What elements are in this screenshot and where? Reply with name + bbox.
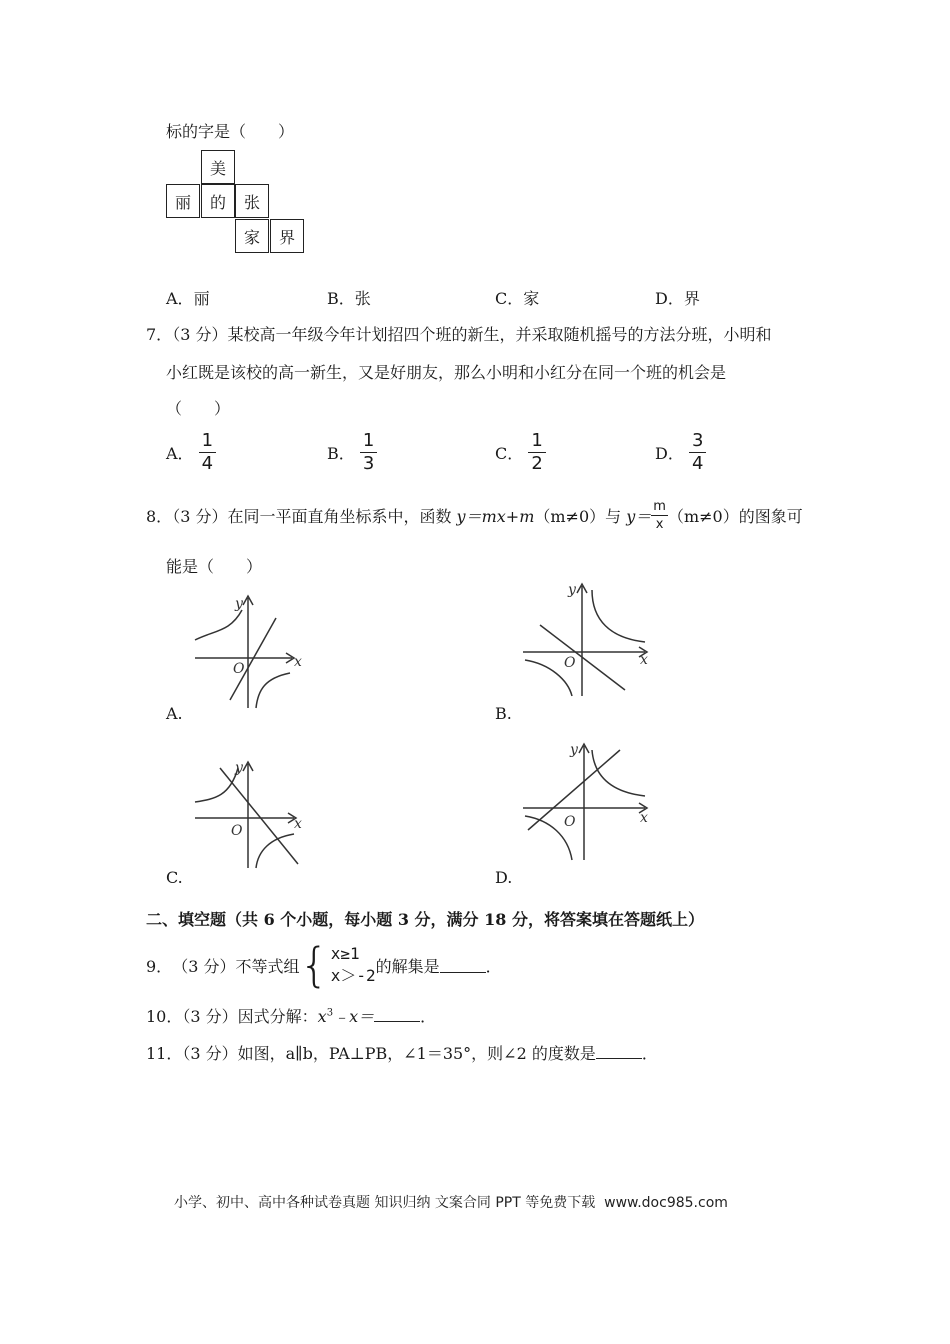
hyperbola-branch — [592, 590, 645, 642]
q8-line1: 8．（3 分）在同一平面直角坐标系中，函数 y＝mx+m（m≠0）与 y＝ $\frac{m}{x}$ （m≠0）的图象可 — [146, 499, 803, 532]
svg-text:y: y — [570, 742, 578, 758]
graph-c-label: C. — [166, 868, 183, 887]
footer-url[interactable]: www.doc985.com — [604, 1195, 728, 1211]
q6-option-a: A．丽 — [166, 289, 210, 308]
q6-option-d: D．界 — [655, 289, 700, 308]
hyperbola-branch — [592, 750, 645, 796]
svg-text:y: y — [568, 582, 576, 598]
graph-a-label: A. — [166, 704, 183, 723]
answer-blank — [374, 1007, 420, 1022]
net-cell-jia: 家 — [235, 219, 269, 253]
fraction: $\frac{1}{4}$ — [199, 432, 216, 473]
line-graph — [230, 618, 276, 700]
svg-text:O: O — [231, 823, 243, 839]
q6-stem-tail: 标的字是（ ） — [166, 122, 295, 141]
line-graph — [220, 768, 298, 864]
q10: 10．（3 分）因式分解：$x^3﹣x=$ ． — [146, 1007, 437, 1026]
graph-b-label: B. — [495, 704, 512, 723]
q6-option-b: B．张 — [327, 289, 371, 308]
fraction: $\frac{3}{4}$ — [689, 432, 706, 473]
hyperbola-branch — [195, 610, 242, 640]
fraction: $\frac{1}{3}$ — [360, 432, 377, 473]
fraction: $\frac{m}{x}$ — [653, 499, 666, 532]
net-cell-li: 丽 — [166, 184, 200, 218]
hyperbola-branch — [256, 673, 290, 708]
svg-text:O: O — [564, 814, 576, 830]
footer: 小学、初中、高中各种试卷真题 知识归纳 文案合同 PPT 等免费下载 www.doc985.com — [174, 1195, 728, 1211]
hyperbola-branch — [195, 768, 238, 802]
section-heading: 二、填空题（共 6 个小题，每小题 3 分，满分 18 分，将答案填在答题纸上） — [146, 910, 704, 929]
graph-c — [190, 756, 310, 876]
svg-text:x: x — [640, 810, 648, 826]
q8-line2: 能是（ ） — [166, 557, 263, 576]
svg-text:x: x — [640, 652, 648, 668]
answer-blank — [440, 958, 486, 973]
q7-option-c: C． $\frac{1}{2}$ — [495, 432, 546, 473]
q6-option-c: C．家 — [495, 289, 540, 308]
svg-text:x: x — [294, 816, 302, 832]
svg-text:x: x — [294, 654, 302, 670]
q11: 11．（3 分）如图，a∥b，PA⊥PB，∠1＝35°，则∠2 的度数是 ． — [146, 1044, 658, 1063]
q7-option-b: B． $\frac{1}{3}$ — [327, 432, 377, 473]
answer-blank — [596, 1044, 642, 1059]
q7-option-d: D． $\frac{3}{4}$ — [655, 432, 706, 473]
inequality-system: { x≥1 x＞-2 — [299, 938, 376, 992]
graph-d — [520, 740, 660, 864]
q7-option-a: A． $\frac{1}{4}$ — [166, 432, 216, 473]
q7-line1: 7．（3 分）某校高一年级今年计划招四个班的新生，并采取随机摇号的方法分班，小明和 — [146, 325, 772, 344]
net-cell-zhang: 张 — [235, 184, 269, 218]
graph-a — [190, 590, 310, 712]
net-cell-jie: 界 — [270, 219, 304, 253]
q7-line2: 小红既是该校的高一新生，又是好朋友，那么小明和小红分在同一个班的机会是 — [166, 363, 727, 382]
svg-text:y: y — [235, 760, 243, 776]
graph-b — [520, 580, 660, 700]
fraction: $\frac{1}{2}$ — [528, 432, 545, 473]
svg-text:O: O — [564, 655, 576, 671]
net-cell-mei: 美 — [201, 150, 235, 184]
svg-text:y: y — [235, 596, 243, 612]
net-cell-de: 的 — [201, 184, 235, 218]
svg-text:O: O — [233, 661, 245, 677]
q9: 9． （3 分）不等式组 { x≥1 x＞-2 的解集是 ． — [146, 938, 502, 992]
graph-d-label: D. — [495, 868, 513, 887]
q7-line3: （ ） — [166, 399, 231, 418]
